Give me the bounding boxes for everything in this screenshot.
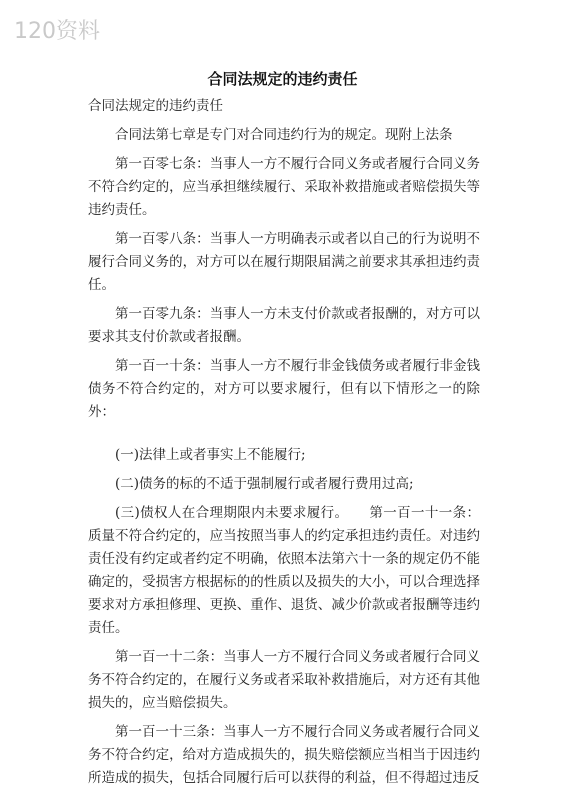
list-item-1: (一)法律上或者事实上不能履行; [115, 447, 306, 463]
article-109: 第一百零九条：当事人一方未支付价款或者报酬的，对方可以要求其支付价款或者报酬。 [88, 306, 480, 345]
watermark-logo: 120资料 [14, 19, 100, 44]
intro-paragraph: 合同法第七章是专门对合同违约行为的规定。现附上法条 [115, 127, 453, 143]
document-body [88, 95, 480, 796]
list-item-3: (三)债权人在合理期限内未要求履行。 第一百一十一条：质量不符合约定的，应当按照当事人的约定承担违约责任。对违约责任没有约定或者约定不明确，依照本法第六十一条的规定仍不能确定的，受损害方根据标的的性质以及损失的大小，可以合理选择要求对方承担修理、更换、重作、退货、减少价款或者报酬等违约责任。 [88, 505, 480, 636]
subtitle-line: 合同法规定的违约责任 [88, 98, 223, 114]
article-107: 第一百零七条：当事人一方不履行合同义务或者履行合同义务不符合约定的，应当承担继续履行、采取补救措施或者赔偿损失等违约责任。 [88, 156, 480, 218]
spacer [88, 430, 480, 444]
list-item-2: (二)债务的标的不适于强制履行或者履行费用过高; [115, 476, 414, 492]
document-title: 合同法规定的违约责任 [207, 70, 358, 88]
article-110: 第一百一十条：当事人一方不履行非金钱债务或者履行非金钱债务不符合约定的，对方可以要求履行，但有以下情形之一的除外： [88, 358, 480, 420]
article-108: 第一百零八条：当事人一方明确表示或者以自己的行为说明不履行合同义务的，对方可以在履行期限届满之前要求其承担违约责任。 [88, 231, 480, 293]
article-112: 第一百一十二条：当事人一方不履行合同义务或者履行合同义务不符合约定的，在履行义务或者采取补救措施后，对方还有其他损失的，应当赔偿损失。 [88, 649, 480, 711]
article-113: 第一百一十三条：当事人一方不履行合同义务或者履行合同义务不符合约定，给对方造成损失的，损失赔偿额应当相当于因违约所造成的损失，包括合同履行后可以获得的利益，但不得超过违反 [88, 724, 480, 786]
